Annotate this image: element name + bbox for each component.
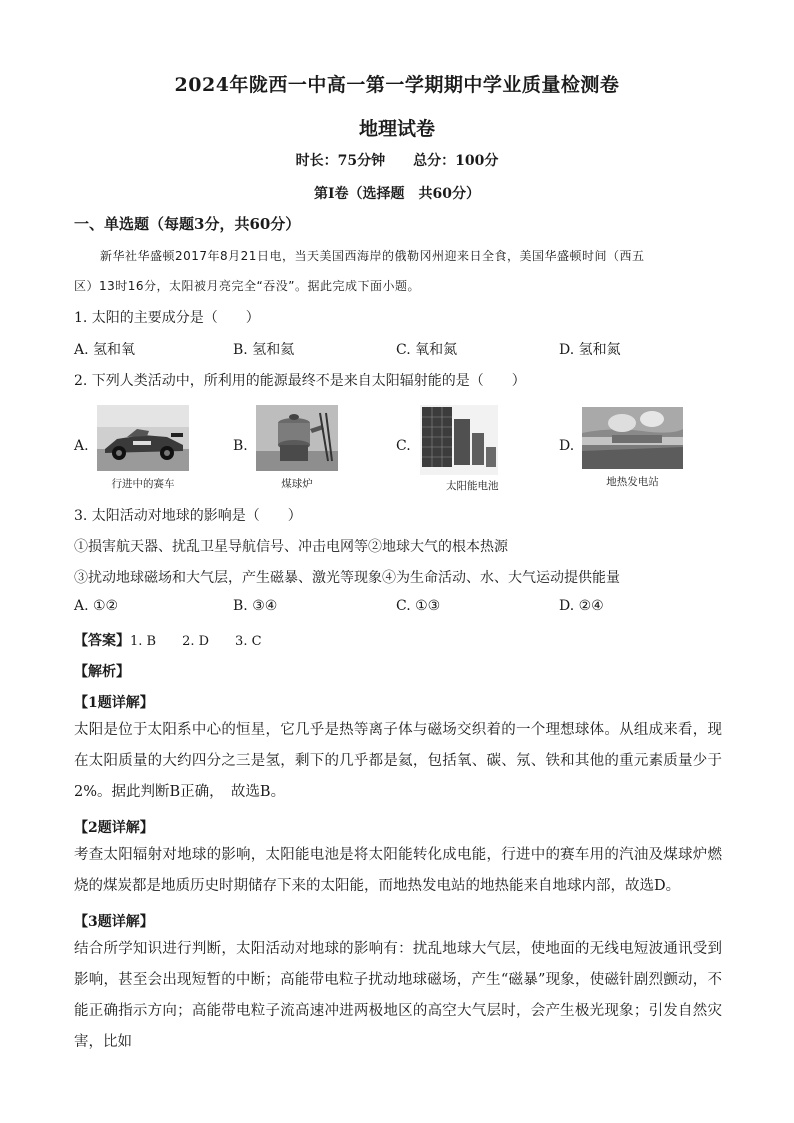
caption-solar-cell: 太阳能电池 (446, 480, 499, 492)
q1-option-a: A. 氢和氧 (74, 342, 136, 358)
coal-stove-image (256, 405, 338, 471)
caption-coal-stove: 煤球炉 (281, 478, 313, 490)
q3-stem: 3. 太阳活动对地球的影响是（ ） (74, 508, 302, 524)
answer-value: 1. B 2. D 3. C (130, 634, 262, 649)
q1-option-b: B. 氢和氦 (233, 342, 295, 358)
race-car-image (97, 405, 189, 471)
q2-option-a: A. (74, 438, 89, 454)
q3-statement-1: ①损害航天器、扰乱卫星导航信号、冲击电网等②地球大气的根本热源 (74, 539, 508, 555)
detail-1-text: 太阳是位于太阳系中心的恒星，它几乎是热等离子体与磁场交织着的一个理想球体。从组成来看，现在太阳质量的大约四分之三是氢，剩下的几乎都是氦，包括氧、碳、氖、铁和其他的重元素质量少于2%。据此判断B正确， 故选B。 (74, 722, 722, 800)
q2-stem: 2. 下列人类活动中，所利用的能源最终不是来自太阳辐射能的是（ ） (74, 373, 526, 389)
detail-2-text: 考查太阳辐射对地球的影响，太阳能电池是将太阳能转化成电能，行进中的赛车用的汽油及煤球炉燃烧的煤炭都是地质历史时期储存下来的太阳能，而地热发电站的地热能来自地球内部，故选D。 (74, 847, 722, 894)
exam-title: 2024年陇西一中高一第一学期期中学业质量检测卷 (174, 74, 620, 96)
solar-cell-image (420, 405, 498, 475)
q2-option-d: D. (559, 438, 575, 454)
q3-option-c: C. ①③ (396, 598, 441, 614)
q1-option-d: D. 氢和氮 (559, 342, 621, 358)
answer-label: 【答案】 (74, 633, 130, 649)
subject-title: 地理试卷 (358, 118, 435, 140)
geothermal-plant-image (582, 407, 683, 469)
q3-option-a: A. ①② (74, 598, 119, 614)
q1-option-c: C. 氧和氮 (396, 342, 458, 358)
section-title: 第Ⅰ卷（选择题 共60分） (313, 186, 481, 202)
passage-line-1: 新华社华盛顿2017年8月21日电，当天美国西海岸的俄勒冈州迎来日全食，美国华盛顿时间（西五 (100, 249, 645, 263)
answer-line (74, 630, 724, 650)
q2-option-c: C. (396, 438, 411, 454)
detail-3-text: 结合所学知识进行判断，太阳活动对地球的影响有：扰乱地球大气层，使地面的无线电短波通讯受到影响，甚至会出现短暂的中断；高能带电粒子扰动地球磁场，产生“磁暴”现象，使磁针剧烈颤动，不能正确指示方向；高能带电粒子流高速冲进两极地区的高空大气层时，会产生极光现象；引发自然灾害，比如 (74, 941, 722, 1050)
detail-3-label: 【3题详解】 (74, 914, 154, 930)
q3-option-d: D. ②④ (559, 598, 604, 614)
q1-stem: 1. 太阳的主要成分是（ ） (74, 310, 260, 326)
passage-line-2: 区）13时16分，太阳被月亮完全“吞没”。据此完成下面小题。 (74, 279, 420, 293)
detail-1-label: 【1题详解】 (74, 695, 154, 711)
caption-geothermal-plant: 地热发电站 (606, 476, 659, 488)
time-score: 时长：75分钟 总分：100分 (295, 153, 499, 169)
caption-race-car: 行进中的赛车 (111, 478, 175, 490)
q2-option-b: B. (233, 438, 248, 454)
part1-heading: 一、单选题（每题3分，共60分） (74, 215, 301, 233)
q3-statement-2: ③扰动地球磁场和大气层，产生磁暴、激光等现象④为生命活动、水、大气运动提供能量 (74, 570, 620, 586)
detail-2-label: 【2题详解】 (74, 820, 154, 836)
q3-option-b: B. ③④ (233, 598, 278, 614)
analysis-label: 【解析】 (74, 664, 130, 680)
